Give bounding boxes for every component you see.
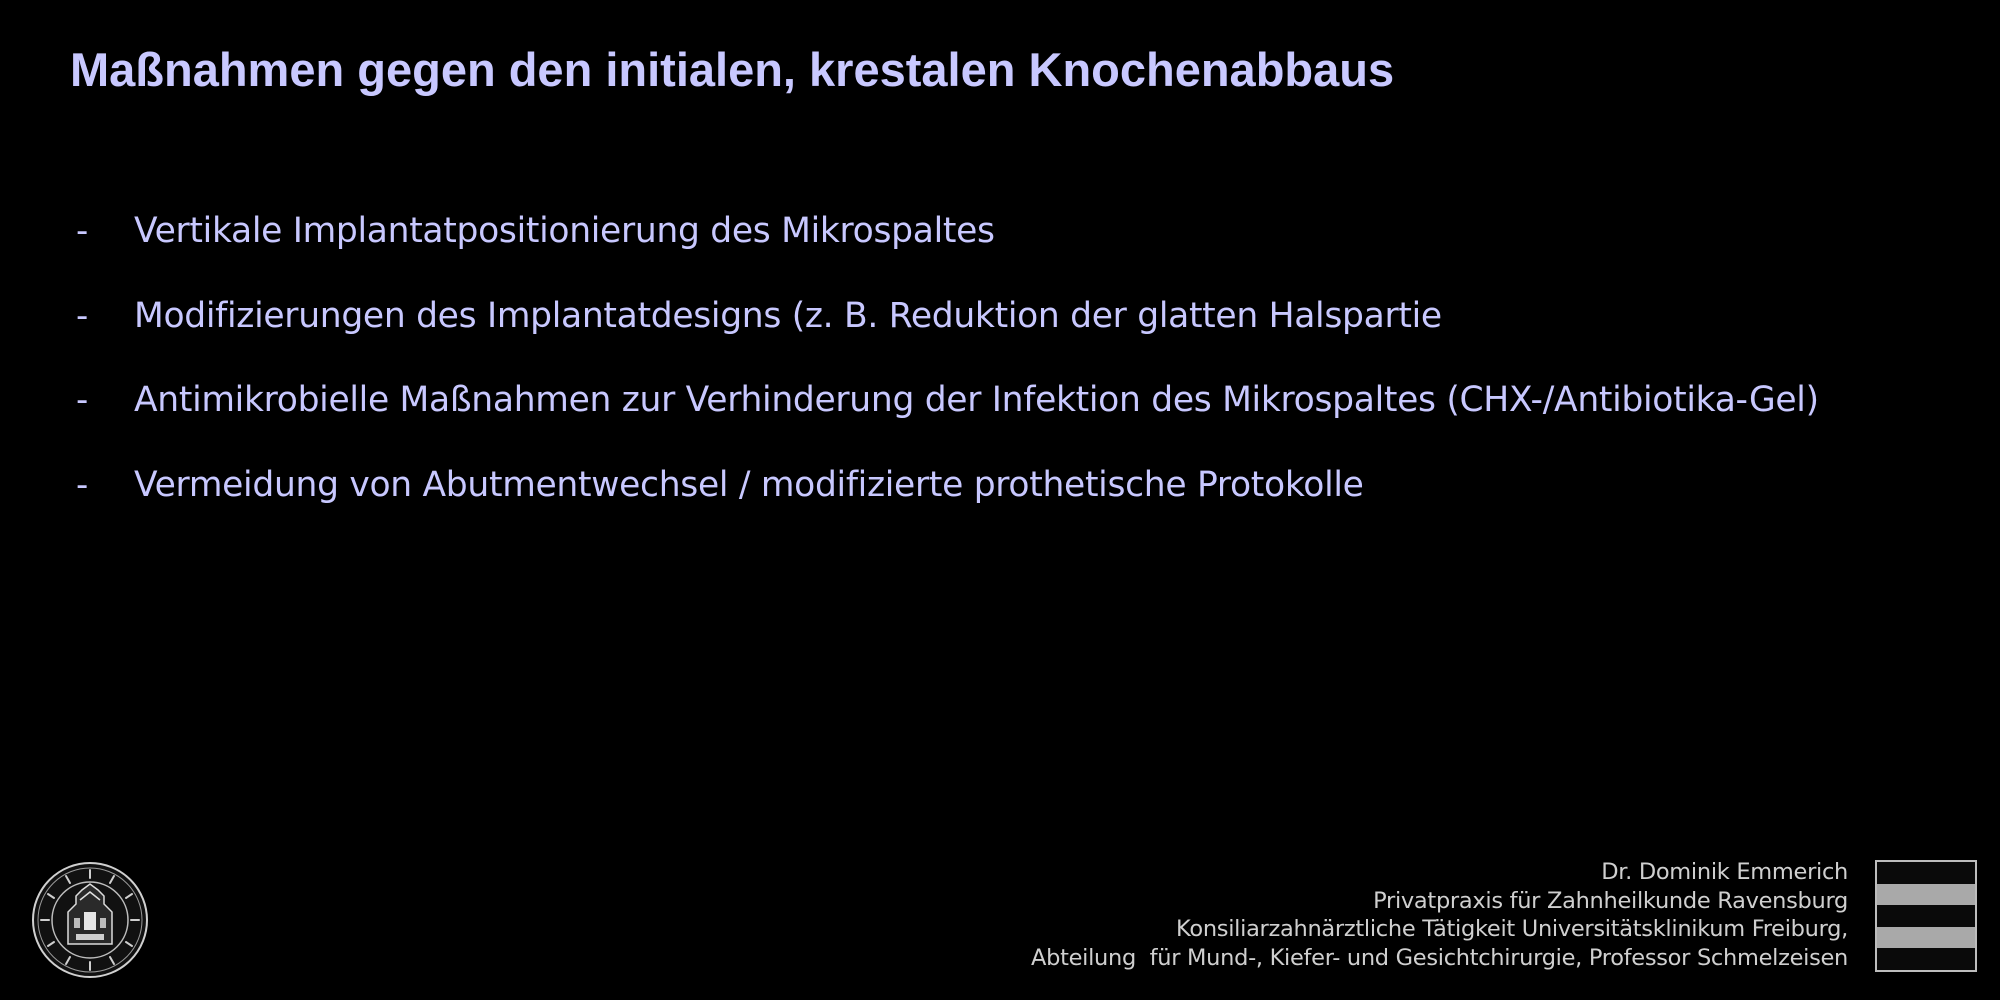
logo-stripe: [1877, 927, 1975, 949]
bullet-item: [76, 211, 1819, 296]
bullet-item: [76, 465, 1819, 550]
bullet-text: Vertikale Implantatpositionierung des Mikrospaltes: [134, 211, 995, 251]
bullet-item: [76, 296, 1819, 381]
bullet-dash: -: [76, 295, 89, 336]
logo-stripe: [1877, 948, 1975, 970]
logo-stripe: [1877, 905, 1975, 927]
slide-title: Maßnahmen gegen den initialen, krestalen Knochenabbaus: [70, 43, 1395, 96]
bullet-text: Vermeidung von Abutmentwechsel / modifizierte prothetische Protokolle: [134, 465, 1364, 506]
striped-logo-icon: [1875, 860, 1977, 972]
footer-practice: Privatpraxis für Zahnheilkunde Ravensburg: [1373, 887, 1848, 914]
bullet-text: Modifizierungen des Implantatdesigns (z. B. Reduktion der glatten Halspartie: [134, 295, 1442, 336]
footer-credits: [1031, 858, 1848, 972]
footer-name: Dr. Dominik Emmerich: [1601, 859, 1848, 885]
bullet-dash: -: [76, 380, 89, 421]
footer-consult: Konsiliarzahnärztliche Tätigkeit Universitätsklinikum Freiburg,: [1176, 916, 1848, 942]
university-seal-icon: [30, 860, 150, 980]
bullet-text: Antimikrobielle Maßnahmen zur Verhinderung der Infektion des Mikrospaltes (CHX-/Antibiotika-Gel): [134, 380, 1819, 421]
bullet-list: [76, 211, 1819, 550]
bullet-dash: -: [76, 465, 89, 506]
bullet-dash: -: [76, 211, 89, 251]
logo-stripe: [1877, 884, 1975, 906]
logo-stripe: [1877, 862, 1975, 884]
bullet-item: [76, 380, 1819, 465]
footer-department: Abteilung für Mund-, Kiefer- und Gesichtchirurgie, Professor Schmelzeisen: [1031, 944, 1848, 971]
